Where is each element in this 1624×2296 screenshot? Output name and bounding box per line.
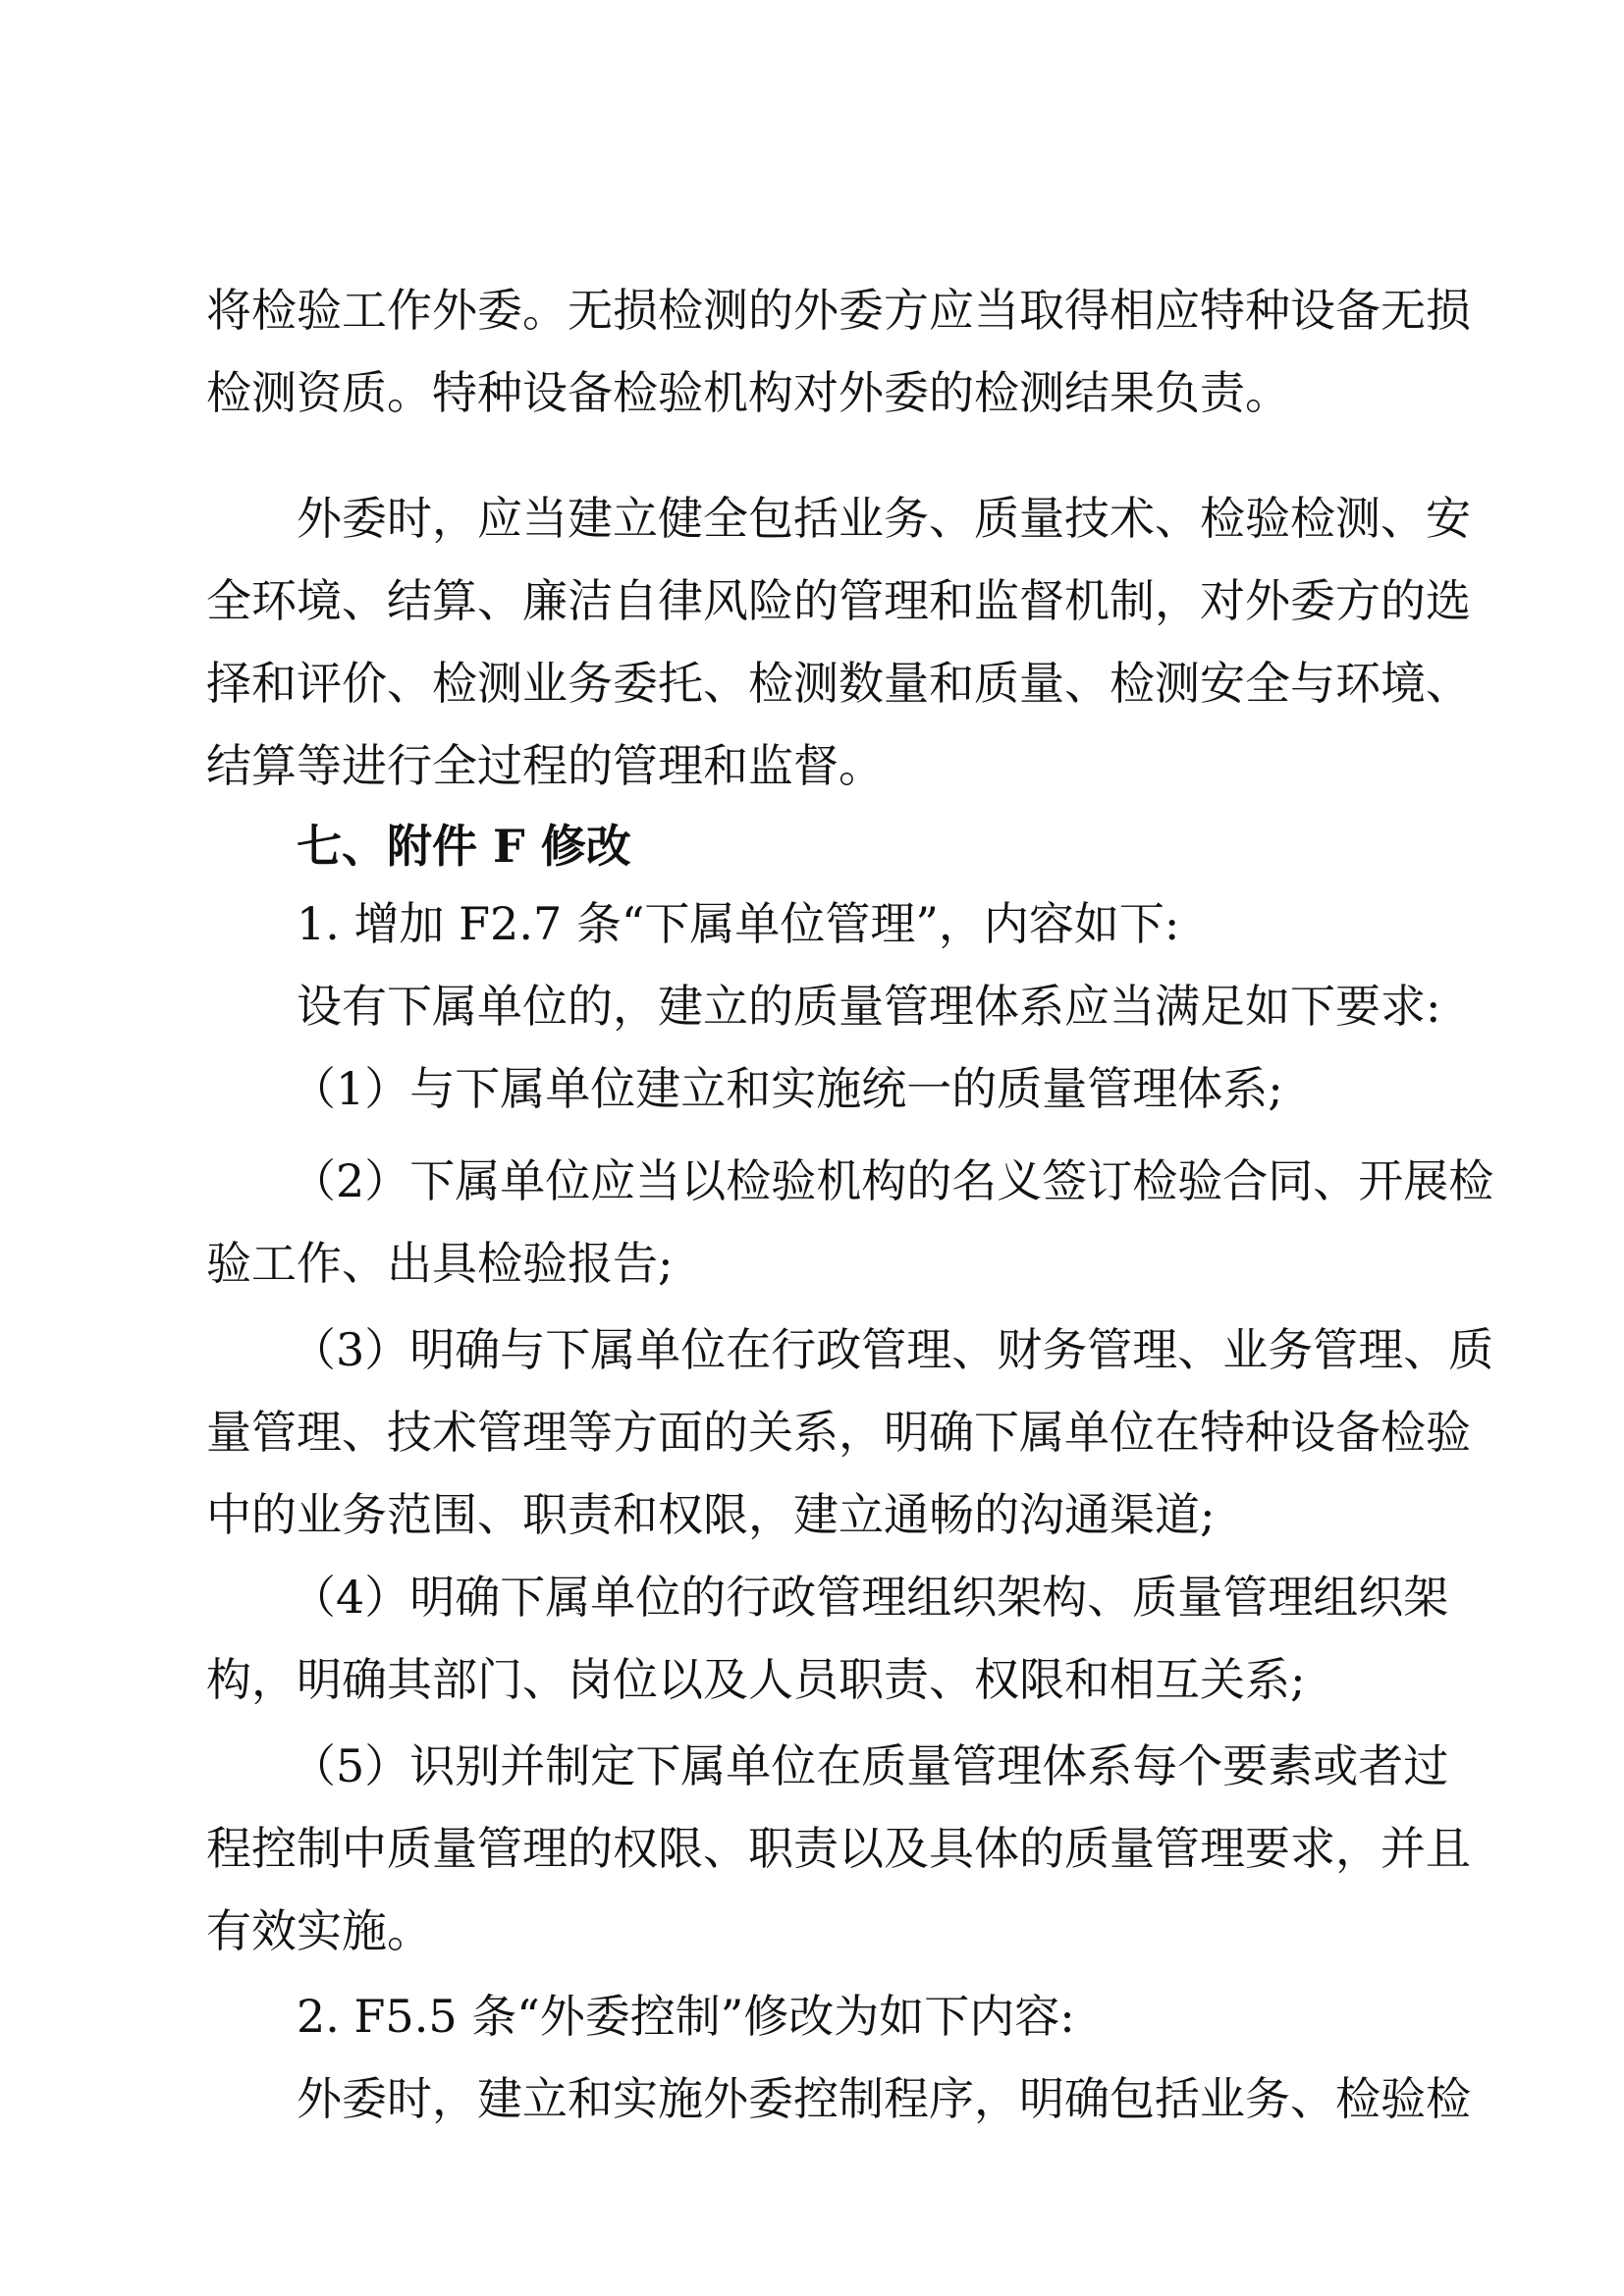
paragraph-line: 验工作、出具检验报告;	[206, 1237, 674, 1290]
paragraph-line: 1. 增加 F2.7 条“下属单位管理”，内容如下:	[297, 897, 1180, 950]
list-item-line: （1）与下属单位建立和实施统一的质量管理体系;	[291, 1062, 1283, 1115]
paragraph-line: 有效实施。	[206, 1904, 432, 1957]
list-item-line: （4）明确下属单位的行政管理组织架构、质量管理组织架	[291, 1571, 1449, 1624]
list-item-line: （5）识别并制定下属单位在质量管理体系每个要素或者过	[291, 1739, 1449, 1792]
section-heading: 七、附件 F 修改	[297, 820, 631, 873]
paragraph-line: 全环境、结算、廉洁自律风险的管理和监督机制，对外委方的选	[206, 574, 1471, 627]
paragraph-line: 设有下属单位的，建立的质量管理体系应当满足如下要求:	[297, 980, 1441, 1033]
paragraph-line: 将检验工作外委。无损检测的外委方应当取得相应特种设备无损	[206, 284, 1471, 337]
paragraph-line: 外委时，建立和实施外委控制程序，明确包括业务、检验检	[297, 2072, 1471, 2125]
paragraph-line: 择和评价、检测业务委托、检测数量和质量、检测安全与环境、	[206, 657, 1471, 710]
paragraph-line: 构，明确其部门、岗位以及人员职责、权限和相互关系;	[206, 1653, 1306, 1706]
list-item-line: （3）明确与下属单位在行政管理、财务管理、业务管理、质	[291, 1323, 1494, 1376]
paragraph-line: 2. F5.5 条“外委控制”修改为如下内容:	[297, 1990, 1075, 2043]
list-item-line: （2）下属单位应当以检验机构的名义签订检验合同、开展检	[291, 1154, 1494, 1207]
paragraph-line: 结算等进行全过程的管理和监督。	[206, 739, 884, 792]
paragraph-line: 量管理、技术管理等方面的关系，明确下属单位在特种设备检验	[206, 1406, 1471, 1459]
paragraph-line: 程控制中质量管理的权限、职责以及具体的质量管理要求，并且	[206, 1822, 1471, 1875]
paragraph-line: 中的业务范围、职责和权限，建立通畅的沟通渠道;	[206, 1488, 1216, 1541]
paragraph-line: 检测资质。特种设备检验机构对外委的检测结果负责。	[206, 366, 1290, 419]
paragraph-line: 外委时，应当建立健全包括业务、质量技术、检验检测、安	[297, 492, 1471, 545]
